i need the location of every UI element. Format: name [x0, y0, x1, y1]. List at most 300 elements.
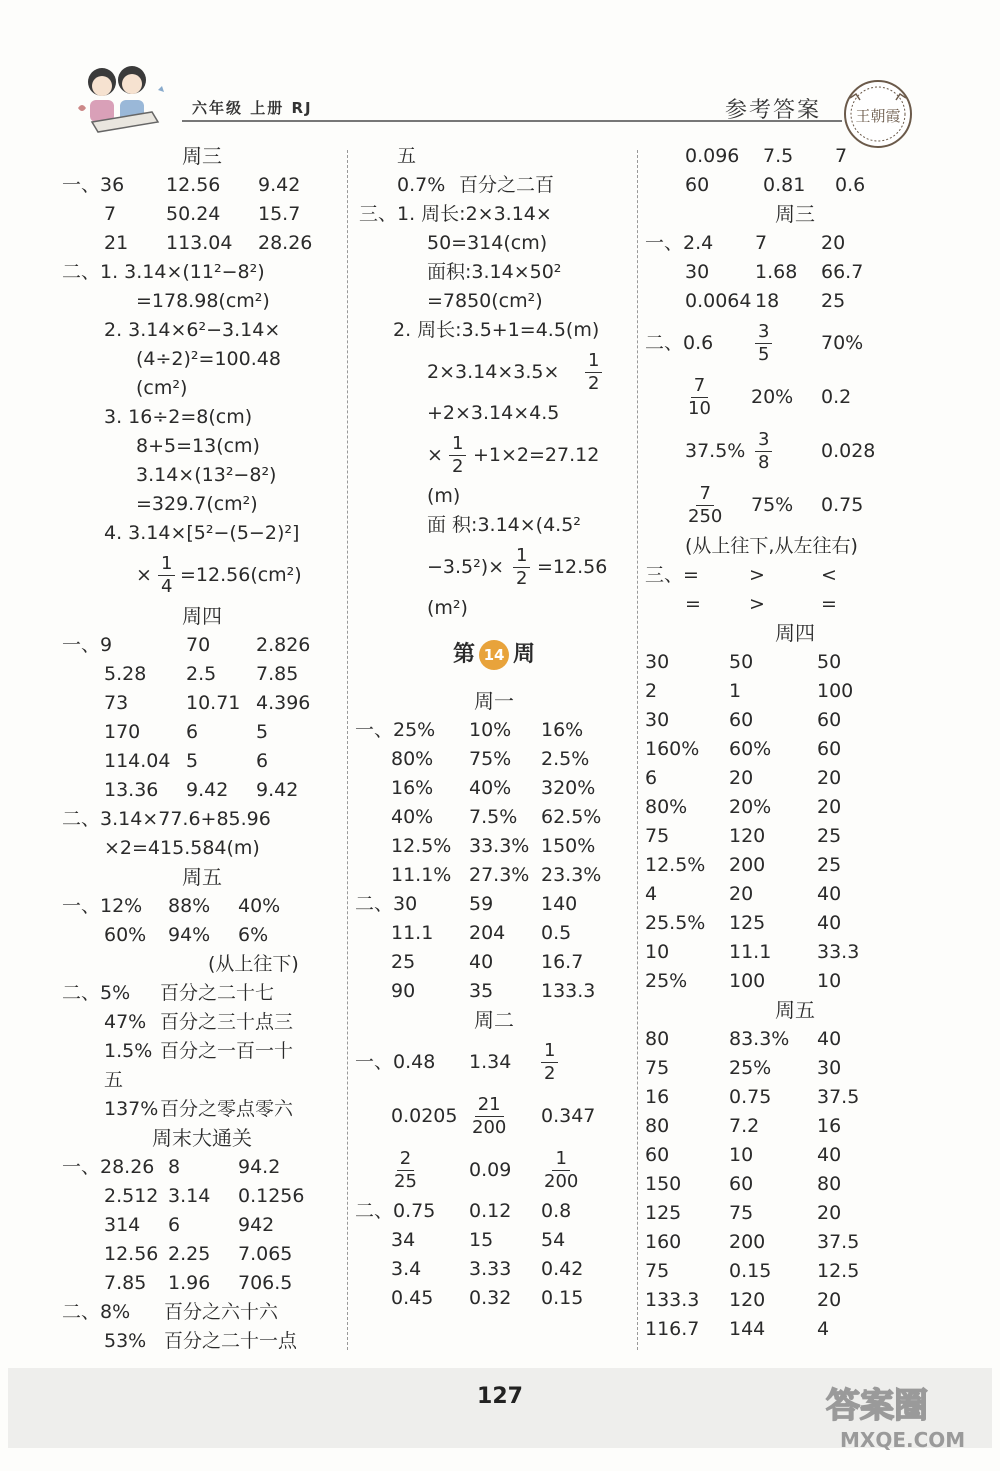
- answer-value: 60: [645, 1144, 670, 1166]
- answer-value: 16%: [541, 719, 584, 741]
- answer-value: 20: [817, 796, 842, 818]
- answer-row: [645, 590, 945, 619]
- answer-value: 60: [685, 174, 710, 196]
- answer-row: [62, 979, 342, 1008]
- answer-row: [645, 938, 945, 967]
- answer-row: [62, 229, 342, 258]
- answer-row: [645, 880, 945, 909]
- answer-value: 47%: [104, 1011, 147, 1033]
- answer-value: 66.7: [821, 261, 864, 283]
- answer-value: 314: [104, 1214, 141, 1236]
- answer-value: 12.56: [166, 174, 221, 196]
- answer-value: (cm²): [136, 377, 188, 399]
- answer-value: 9.42: [186, 779, 229, 801]
- answer-value: 一、2.4: [645, 232, 714, 254]
- answer-value: 25%: [645, 970, 688, 992]
- answer-value: 13.36: [104, 779, 159, 801]
- answer-row: [62, 747, 342, 776]
- answer-row: [62, 403, 342, 432]
- answer-row: [355, 919, 633, 948]
- answer-value: 75: [729, 1202, 754, 1224]
- answer-value: 16%: [391, 777, 434, 799]
- answer-value: 53%: [104, 1330, 147, 1352]
- answer-value: 9.42: [258, 174, 301, 196]
- answer-value: 7.5%: [469, 806, 518, 828]
- answer-value: 0.42: [541, 1258, 584, 1280]
- answer-value: 7.85: [256, 663, 299, 685]
- answer-value: 0.5: [541, 922, 572, 944]
- fraction: [755, 316, 772, 370]
- answer-value: <: [821, 564, 837, 586]
- answer-row: [355, 540, 633, 594]
- answer-value: 80: [645, 1115, 670, 1137]
- answer-value: 2.5%: [541, 748, 590, 770]
- answer-value: ×: [427, 444, 443, 466]
- answer-value: 140: [541, 893, 578, 915]
- answer-value: 21: [104, 232, 129, 254]
- answer-row: [355, 1255, 633, 1284]
- answer-value: (从上往下): [208, 953, 299, 975]
- answer-value: 75%: [751, 494, 794, 516]
- answer-value: =178.98(cm²): [136, 290, 270, 312]
- answer-value: 75%: [469, 748, 512, 770]
- answer-value: 百分之二百: [459, 174, 555, 196]
- answer-value: 一、25%: [355, 719, 436, 741]
- answer-row: [355, 716, 633, 745]
- answer-row: [645, 1199, 945, 1228]
- answer-value: 40: [817, 1144, 842, 1166]
- answer-value: =: [821, 593, 837, 615]
- answer-value: 160%: [645, 738, 700, 760]
- answer-row: [355, 948, 633, 977]
- answer-value: =: [685, 593, 701, 615]
- answer-column-3: [645, 142, 945, 1344]
- answer-row: [355, 832, 633, 861]
- answer-value: 20: [729, 767, 754, 789]
- answer-value: 30: [645, 709, 670, 731]
- answer-row: [62, 1269, 342, 1298]
- answer-value: 37.5: [817, 1086, 860, 1108]
- answer-key-title: 参考答案: [725, 98, 822, 123]
- watermark-main-text: 答案圈: [826, 1386, 928, 1426]
- seal-text: 王朝霞: [855, 107, 901, 125]
- answer-value: 7: [104, 203, 117, 225]
- answer-value: 37.5: [817, 1231, 860, 1253]
- page-header: [0, 0, 1000, 150]
- answer-row: [355, 428, 633, 482]
- answer-row: [355, 258, 633, 287]
- answer-row: [355, 511, 633, 540]
- section-heading: 周三: [775, 202, 815, 226]
- answer-value: 3.33: [469, 1258, 512, 1280]
- answer-row: [355, 482, 633, 511]
- fraction-numerator: 7: [696, 483, 713, 506]
- section-heading: 周五: [182, 865, 222, 889]
- answer-value: 50: [729, 651, 754, 673]
- answer-row: [355, 1089, 633, 1143]
- answer-value: 0.096: [685, 145, 740, 167]
- answer-value: 30: [685, 261, 710, 283]
- answer-value: 73: [104, 692, 129, 714]
- answer-value: 10%: [469, 719, 512, 741]
- answer-row: [62, 834, 342, 863]
- answer-row: [645, 1025, 945, 1054]
- section-heading: 周四: [775, 621, 815, 645]
- answer-value: 40: [817, 912, 842, 934]
- answer-value: 3.14: [168, 1185, 211, 1207]
- answer-row: [645, 1054, 945, 1083]
- answer-value: 15.7: [258, 203, 301, 225]
- answer-row: [645, 735, 945, 764]
- answer-value: 94.2: [238, 1156, 281, 1178]
- answer-value: 6: [186, 721, 199, 743]
- answer-row: [645, 561, 945, 590]
- answer-row: [355, 861, 633, 890]
- answer-value: 2.512: [104, 1185, 159, 1207]
- answer-value: 10.71: [186, 692, 241, 714]
- answer-row: [645, 793, 945, 822]
- answer-column-1: [62, 142, 342, 1356]
- answer-value: 80%: [645, 796, 688, 818]
- answer-value: 五: [104, 1069, 124, 1091]
- answer-value: 30: [645, 651, 670, 673]
- answer-row: [62, 345, 342, 374]
- answer-row: [62, 805, 342, 834]
- answer-row: [645, 764, 945, 793]
- answer-value: 120: [729, 825, 766, 847]
- answer-row: [62, 316, 342, 345]
- fraction: [685, 478, 725, 532]
- answer-value: 0.1256: [238, 1185, 305, 1207]
- answer-value: 0.81: [763, 174, 806, 196]
- answer-value: 34: [391, 1229, 416, 1251]
- answer-value: 6: [168, 1214, 181, 1236]
- answer-value: 1: [729, 680, 742, 702]
- author-seal-icon: [840, 76, 916, 152]
- answer-value: 6: [645, 767, 658, 789]
- answer-row: [62, 892, 342, 921]
- answer-value: 11.1: [391, 922, 434, 944]
- answer-value: 50=314(cm): [427, 232, 548, 254]
- answer-value: 4: [817, 1318, 830, 1340]
- answer-value: 60: [729, 1173, 754, 1195]
- answer-value: 80: [817, 1173, 842, 1195]
- answer-value: 4.396: [256, 692, 311, 714]
- answer-value: 942: [238, 1214, 275, 1236]
- answer-value: ×: [136, 564, 152, 586]
- answer-value: 11.1: [729, 941, 772, 963]
- answer-value: 2×3.14×3.5×: [427, 361, 560, 383]
- answer-value: 4: [645, 883, 658, 905]
- answer-row: [62, 1240, 342, 1269]
- answer-row: [645, 967, 945, 996]
- answer-value: 一、36: [62, 174, 125, 196]
- answer-row: [355, 594, 633, 623]
- fraction: [685, 370, 714, 424]
- answer-row: [355, 1284, 633, 1313]
- answer-value: 150: [645, 1173, 682, 1195]
- answer-value: 25%: [729, 1057, 772, 1079]
- answer-value: 40%: [391, 806, 434, 828]
- answer-value: 133.3: [541, 980, 596, 1002]
- answer-value: 0.15: [541, 1287, 584, 1309]
- answer-value: 7: [755, 232, 768, 254]
- answer-value: 二、8%: [62, 1301, 131, 1323]
- answer-row: [62, 1008, 342, 1037]
- answer-row: [62, 548, 342, 602]
- answer-value: >: [749, 564, 765, 586]
- fraction: [755, 424, 772, 478]
- fraction-numerator: 3: [755, 429, 772, 452]
- answer-value: 5.28: [104, 663, 147, 685]
- fraction-denominator: 2: [516, 568, 528, 589]
- answer-value: 160: [645, 1231, 682, 1253]
- answer-value: 125: [729, 912, 766, 934]
- answer-value: 120: [729, 1289, 766, 1311]
- answer-value: (从上往下,从左往右): [685, 535, 858, 557]
- fraction-numerator: 2: [397, 1148, 414, 1171]
- answer-value: ×2=415.584(m): [104, 837, 260, 859]
- fraction-denominator: 2: [544, 1063, 556, 1084]
- answer-row: [645, 424, 945, 478]
- answer-value: 3. 16÷2=8(cm): [104, 406, 253, 428]
- answer-value: 320%: [541, 777, 596, 799]
- answer-value: 25: [817, 825, 842, 847]
- answer-value: 75: [645, 1057, 670, 1079]
- answer-value: =329.7(cm²): [136, 493, 258, 515]
- answer-value: 0.028: [821, 440, 876, 462]
- answer-value: 100: [817, 680, 854, 702]
- answer-value: 54: [541, 1229, 566, 1251]
- answer-value: 百分之零点零六: [160, 1098, 294, 1120]
- answer-row: [62, 374, 342, 403]
- answer-value: 59: [469, 893, 494, 915]
- answer-value: 12.5: [817, 1260, 860, 1282]
- answer-value: 二、0.75: [355, 1200, 436, 1222]
- answer-value: 7.065: [238, 1243, 293, 1265]
- answer-value: 百分之二十一点: [164, 1330, 298, 1352]
- answer-row: [62, 1037, 342, 1066]
- answer-value: 94%: [168, 924, 211, 946]
- answer-row: [355, 171, 633, 200]
- answer-value: 33.3%: [469, 835, 530, 857]
- answer-row: [645, 677, 945, 706]
- fraction: [585, 345, 602, 399]
- answer-value: 37.5%: [685, 440, 746, 462]
- week-heading: [355, 623, 633, 687]
- answer-value: 114.04: [104, 750, 171, 772]
- answer-value: 40: [469, 951, 494, 973]
- answer-row: [62, 1327, 342, 1356]
- answer-value: 二、3.14×77.6+85.96: [62, 808, 271, 830]
- answer-value: 二、0.6: [645, 332, 714, 354]
- fraction-denominator: 10: [688, 398, 711, 419]
- fraction-numerator: 1: [552, 1148, 569, 1171]
- answer-value: 百分之一百一十: [160, 1040, 294, 1062]
- answer-value: 35: [469, 980, 494, 1002]
- answer-row: [355, 229, 633, 258]
- answer-value: 60%: [104, 924, 147, 946]
- answer-value: 60%: [729, 738, 772, 760]
- fraction-denominator: 25: [394, 1171, 417, 1192]
- answer-row: [645, 1170, 945, 1199]
- answer-value: 20%: [751, 386, 794, 408]
- answer-value: 0.7%: [397, 174, 446, 196]
- answer-value: 40: [817, 883, 842, 905]
- answer-value: (m): [427, 485, 461, 507]
- answer-value: 83.3%: [729, 1028, 790, 1050]
- answer-value: 11.1%: [391, 864, 452, 886]
- fraction-denominator: 200: [472, 1117, 507, 1138]
- answer-row: [355, 890, 633, 919]
- answer-row: [355, 745, 633, 774]
- fraction-denominator: 2: [452, 456, 464, 477]
- answer-value: 二、1. 3.14×(11²−8²): [62, 261, 265, 283]
- answer-row: [62, 689, 342, 718]
- answer-row: [62, 1298, 342, 1327]
- answer-row: [355, 1197, 633, 1226]
- week-heading-prefix: 第: [452, 642, 475, 667]
- fraction: [449, 428, 466, 482]
- answer-value: 2. 周长:3.5+1=4.5(m): [393, 319, 600, 341]
- answer-value: 0.0205: [391, 1105, 458, 1127]
- answer-value: (4÷2)²=100.48: [136, 348, 281, 370]
- answer-value: 12.5%: [391, 835, 452, 857]
- answer-value: 16: [645, 1086, 670, 1108]
- answer-row: [645, 909, 945, 938]
- answer-value: 60: [817, 709, 842, 731]
- answer-value: 144: [729, 1318, 766, 1340]
- answer-row: [62, 258, 342, 287]
- answer-row: [645, 851, 945, 880]
- column-divider-1: [347, 150, 348, 1350]
- fraction: [541, 1143, 581, 1197]
- answer-value: 50.24: [166, 203, 221, 225]
- answer-value: 75: [645, 825, 670, 847]
- answer-value: 20: [817, 1289, 842, 1311]
- answer-value: 8: [168, 1156, 181, 1178]
- answer-row: [645, 171, 945, 200]
- answer-value: =7850(cm²): [427, 290, 543, 312]
- answer-value: 60: [817, 738, 842, 760]
- answer-value: 7.85: [104, 1272, 147, 1294]
- answer-row: [355, 142, 633, 171]
- answer-value: 10: [817, 970, 842, 992]
- answer-value: 一、28.26: [62, 1156, 155, 1178]
- answer-value: 百分之二十七: [160, 982, 275, 1004]
- answer-row: [645, 258, 945, 287]
- answer-value: 0.0064: [685, 290, 752, 312]
- section-heading: 周四: [182, 604, 222, 628]
- answer-value: 1.68: [755, 261, 798, 283]
- answer-value: 4. 3.14×[5²−(5−2)²]: [104, 522, 300, 544]
- answer-value: 90: [391, 980, 416, 1002]
- answer-row: [355, 1035, 633, 1089]
- answer-value: 113.04: [166, 232, 233, 254]
- answer-row: [62, 950, 342, 979]
- answer-row: [645, 287, 945, 316]
- answer-value: 16.7: [541, 951, 584, 973]
- answer-row: [645, 478, 945, 532]
- answer-row: [62, 432, 342, 461]
- answer-value: 二、5%: [62, 982, 131, 1004]
- answer-value: 5: [256, 721, 269, 743]
- section-heading: 周二: [474, 1008, 514, 1032]
- answer-value: >: [749, 593, 765, 615]
- week-number-badge: 14: [479, 640, 509, 670]
- fraction-denominator: 250: [688, 506, 723, 527]
- answer-row: [645, 1315, 945, 1344]
- answer-row: [62, 490, 342, 519]
- answer-value: 二、30: [355, 893, 418, 915]
- answer-row: [355, 1143, 633, 1197]
- answer-value: 9.42: [256, 779, 299, 801]
- answer-row: [645, 648, 945, 677]
- section-heading: 周末大通关: [152, 1126, 252, 1150]
- answer-row: [62, 287, 342, 316]
- answer-value: 706.5: [238, 1272, 293, 1294]
- answer-row: [62, 1095, 342, 1124]
- fraction-numerator: 1: [585, 350, 602, 373]
- fraction: [513, 540, 530, 594]
- fraction-denominator: 8: [758, 452, 770, 473]
- answer-row: [645, 1141, 945, 1170]
- answer-value: 2.5: [186, 663, 217, 685]
- answer-value: 25: [817, 854, 842, 876]
- answer-value: 1.34: [469, 1051, 512, 1073]
- answer-value: 80%: [391, 748, 434, 770]
- answer-value: 40%: [469, 777, 512, 799]
- answer-row: [355, 803, 633, 832]
- answer-row: [355, 774, 633, 803]
- answer-value: 12.5%: [645, 854, 706, 876]
- answer-value: 20: [821, 232, 846, 254]
- answer-value: 0.09: [469, 1159, 512, 1181]
- answer-value: 25: [391, 951, 416, 973]
- answer-row: [62, 921, 342, 950]
- answer-value: 7: [835, 145, 848, 167]
- answer-value: 27.3%: [469, 864, 530, 886]
- fraction: [158, 548, 175, 602]
- answer-row: [62, 1182, 342, 1211]
- column-divider-2: [637, 150, 638, 1350]
- answer-value: 6: [256, 750, 269, 772]
- section-heading: 周三: [182, 144, 222, 168]
- answer-value: 125: [645, 1202, 682, 1224]
- fraction-numerator: 1: [513, 545, 530, 568]
- answer-value: 0.32: [469, 1287, 512, 1309]
- page-number: 127: [477, 1384, 523, 1409]
- answer-value: −3.5²)×: [427, 556, 505, 578]
- answer-row: [62, 1153, 342, 1182]
- answer-value: 0.45: [391, 1287, 434, 1309]
- answer-row: [62, 776, 342, 805]
- answer-value: 一、12%: [62, 895, 143, 917]
- answer-value: 18: [755, 290, 780, 312]
- fraction-numerator: 21: [475, 1094, 504, 1117]
- kids-reading-logo-icon: [72, 60, 172, 140]
- answer-value: 70%: [821, 332, 864, 354]
- answer-value: 12.56: [104, 1243, 159, 1265]
- answer-row: [355, 399, 633, 428]
- answer-value: 20: [817, 1202, 842, 1224]
- week-heading-suffix: 周: [513, 642, 536, 667]
- answer-row: [62, 461, 342, 490]
- answer-value: 133.3: [645, 1289, 700, 1311]
- fraction: [469, 1089, 509, 1143]
- answer-row: [62, 631, 342, 660]
- fraction-denominator: 5: [758, 344, 770, 365]
